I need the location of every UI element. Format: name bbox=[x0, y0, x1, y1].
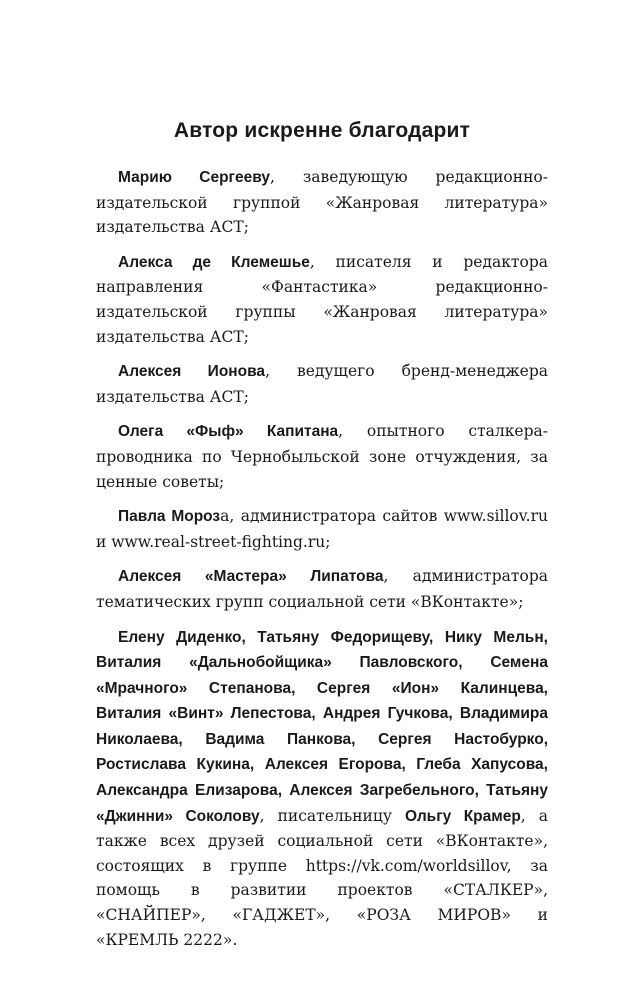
ack-text: а, администратора сайтов www.sillov.ru и www.real-street-fighting.ru; bbox=[96, 507, 548, 551]
ack-name: Олега «Фыф» Капитана bbox=[118, 423, 339, 441]
ack-paragraph bbox=[96, 504, 548, 554]
ack-paragraph bbox=[96, 250, 548, 349]
ack-name: Марию Сергееву bbox=[118, 169, 270, 186]
ack-name: Алексея «Мастера» Липатова bbox=[118, 568, 384, 586]
ack-text: , писательницу bbox=[259, 806, 405, 825]
ack-text: , ведущего бренд-менеджера издательства АСТ; bbox=[96, 362, 548, 406]
ack-name: Алекса де Клемешье bbox=[118, 253, 310, 271]
ack-text: , писателя и редактора направления «Фантастика» редакционно-издательской группы «Жанровая литература» издательства АСТ; bbox=[96, 252, 548, 346]
ack-paragraph bbox=[96, 165, 548, 240]
ack-paragraph bbox=[96, 419, 548, 494]
ack-text: , а также всех друзей социальной сети «ВКонтакте», состоящих в группе https://vk.com/worldsillov, за помощь в развитии проектов «СТАЛКЕР», «СНАЙПЕР», «ГАДЖЕТ», «РОЗА МИРОВ» и «КРЕМЛЬ 2222». bbox=[96, 806, 548, 949]
ack-paragraph-final bbox=[96, 625, 548, 953]
ack-text: , опытного сталкера-проводника по Чернобыльской зоне отчуждения, за ценные советы; bbox=[96, 422, 548, 491]
page-title: Автор искренне благодарит bbox=[173, 119, 471, 142]
ack-name: Павла Мороз bbox=[118, 508, 221, 526]
ack-names-list: Елену Диденко, Татьяну Федорищеву, Нику Мельн, Виталия «Дальнобойщика» Павловского, Семена «Мрачного» Степанова, Сергея «Ион» Калинцева, Виталия «Винт» Лепестова, Андрея Гучкова, Владимира Николаева, Вадима Панкова, Сергея Настобурко, Ростислава Кукина, Алексея Егорова, Глеба Хапусова, Александра Елизарова, Алексея Загребельного, Татьяну «Джинни» Соколову bbox=[96, 628, 548, 825]
ack-text: , администратора тематических групп социальной сети «ВКонтакте»; bbox=[96, 567, 548, 611]
ack-name: Алексея Ионова bbox=[118, 363, 266, 381]
ack-name: Ольгу Крамер bbox=[404, 807, 521, 825]
ack-text: , заведующую редакционно-издательской группой «Жанровая литература» издательства АСТ; bbox=[96, 168, 548, 237]
ack-paragraph bbox=[96, 359, 548, 409]
document-page bbox=[96, 118, 548, 952]
ack-paragraph bbox=[96, 564, 548, 614]
